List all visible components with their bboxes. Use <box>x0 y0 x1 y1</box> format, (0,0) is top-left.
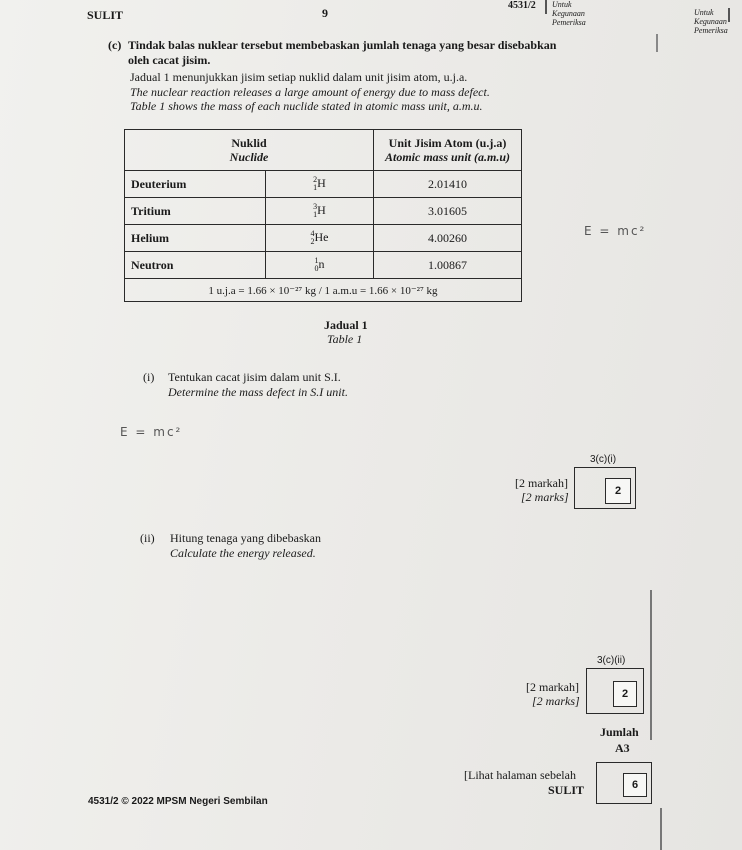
question-malay-1: Tindak balas nuklear tersebut membebaskan jumlah tenaga yang besar disebabkan <box>128 38 557 52</box>
table-row <box>125 171 522 198</box>
question-malay-3: Jadual 1 menunjukkan jisim setiap nuklid dalam unit jisim atom, u.j.a. <box>130 70 468 84</box>
total-score-box <box>596 762 652 804</box>
header-mass-en: Atomic mass unit (a.m.u) <box>384 150 511 164</box>
part-ii-score-box <box>586 668 644 714</box>
part-i-label: (i) <box>143 370 155 384</box>
nuclide-mass: 1.00867 <box>374 252 522 279</box>
question-label: (c) <box>108 38 122 52</box>
table-caption-ms: Jadual 1 <box>324 318 368 332</box>
table-row <box>125 198 522 225</box>
part-ii-marks-ms: [2 markah] <box>526 680 579 694</box>
table-header-row <box>125 130 522 171</box>
part-i-score-box <box>574 467 636 509</box>
question-english-1: The nuclear reaction releases a large amount of energy due to mass defect. <box>130 85 490 99</box>
part-ii-score: 2 <box>613 681 637 707</box>
part-i-box-code: 3(c)(i) <box>590 454 617 465</box>
total-label: Jumlah <box>600 725 639 739</box>
handwritten-formula: E = mc² <box>120 425 183 439</box>
handwritten-formula: E = mc² <box>584 224 647 238</box>
page-number: 9 <box>322 6 328 20</box>
nuclide-name: Neutron <box>125 252 266 279</box>
table-footer-row <box>125 279 522 302</box>
part-i-marks-ms: [2 markah] <box>515 476 568 490</box>
footer-sulit: SULIT <box>548 783 585 797</box>
nuclide-mass: 3.01605 <box>374 198 522 225</box>
part-ii-malay: Hitung tenaga yang dibebaskan <box>170 531 321 545</box>
table-row <box>125 252 522 279</box>
nuclide-symbol: 1 0 n <box>266 252 374 279</box>
nuclide-symbol: 2 1 H <box>266 171 374 198</box>
part-ii-box-code: 3(c)(ii) <box>597 655 626 666</box>
nuclide-name: Helium <box>125 225 266 252</box>
header-mass-ms: Unit Jisim Atom (u.j.a) <box>388 136 507 150</box>
part-i-english: Determine the mass defect in S.I unit. <box>168 385 348 399</box>
total-score: 6 <box>623 773 647 797</box>
total-code: A3 <box>615 741 630 755</box>
nuclide-mass: 2.01410 <box>374 171 522 198</box>
examiner-label: Untuk Kegunaan Pemeriksa <box>552 0 586 27</box>
part-i-score: 2 <box>605 478 631 504</box>
question-malay-2: oleh cacat jisim. <box>128 53 211 67</box>
question-english-2: Table 1 shows the mass of each nuclide stated in atomic mass unit, a.m.u. <box>130 99 483 113</box>
part-ii-english: Calculate the energy released. <box>170 546 316 560</box>
nuclide-symbol: 4 2 He <box>266 225 374 252</box>
unit-conversion: 1 u.j.a = 1.66 × 10⁻²⁷ kg / 1 a.m.u = 1.66 × 10⁻²⁷ kg <box>125 279 522 302</box>
table-caption-en: Table 1 <box>327 332 363 346</box>
header-nuclide-en: Nuclide <box>229 150 269 164</box>
footer-copyright: 4531/2 © 2022 MPSM Negeri Sembilan <box>88 796 268 807</box>
nuclide-name: Tritium <box>125 198 266 225</box>
part-ii-label: (ii) <box>140 531 155 545</box>
paper-code: 4531/2 <box>508 0 536 11</box>
part-ii-marks-en: [2 marks] <box>532 694 580 708</box>
part-i-marks-en: [2 marks] <box>521 490 569 504</box>
examiner-label-right: Untuk Kegunaan Pemeriksa <box>694 8 728 35</box>
nuclide-name: Deuterium <box>125 171 266 198</box>
table-row <box>125 225 522 252</box>
footer-next-page: [Lihat halaman sebelah <box>464 768 576 782</box>
nuclide-symbol: 3 1 H <box>266 198 374 225</box>
part-i-malay: Tentukan cacat jisim dalam unit S.I. <box>168 370 341 384</box>
nuclide-mass: 4.00260 <box>374 225 522 252</box>
nuclide-table <box>124 129 522 302</box>
header-sulit: SULIT <box>87 8 124 22</box>
header-nuclide-ms: Nuklid <box>231 136 267 150</box>
